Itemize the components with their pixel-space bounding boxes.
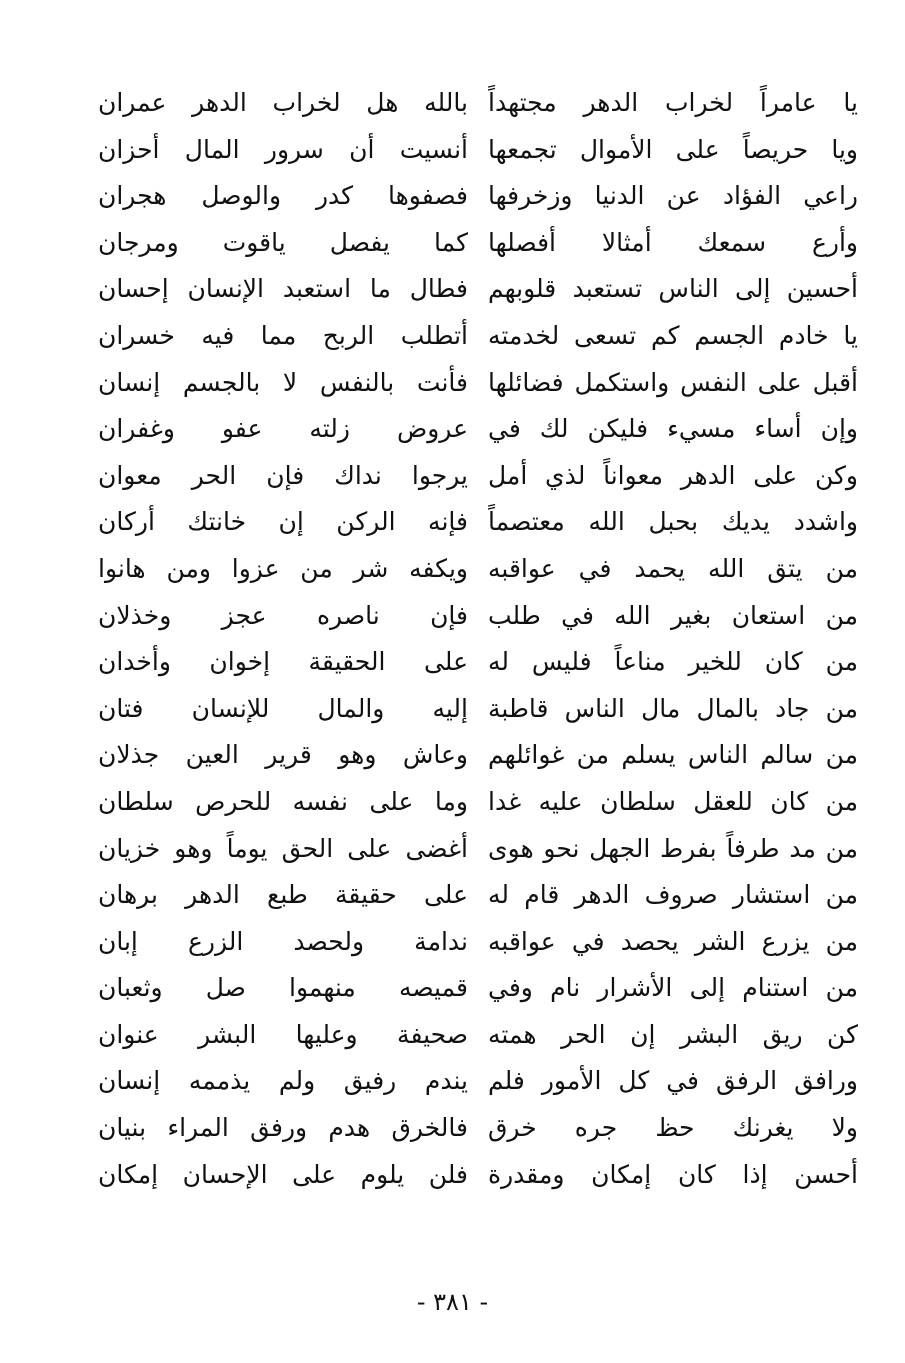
left-hemistich-line: أغضى على الحق يوماً وهو خزيان [98,833,468,863]
left-hemistich-line: إليه والمال للإنسان فتان [98,693,468,723]
left-hemistich-line: أتطلب الربح مما فيه خسران [98,320,468,350]
right-hemistich-line: ورافق الرفق في كل الأمور فلم [488,1066,858,1096]
left-hemistich-line: فطال ما استعبد الإنسان إحسان [98,274,468,304]
right-hemistich-line: وكن على الدهر معواناً لذي أمل [488,460,858,490]
right-hemistich-line: وإن أساء مسيء فليكن لك في [488,414,858,444]
left-hemistich-line: يرجوا نداك فإن الحر معوان [98,460,468,490]
right-hemistich-line: من يتق الله يحمد في عواقبه [488,553,858,583]
right-hemistich-line: من استعان بغير الله في طلب [488,600,858,630]
left-hemistich-line: عروض زلته عفو وغفران [98,414,468,444]
left-hemistich-line: فصفوها كدر والوصل هجران [98,181,468,211]
right-hemistich-line: ولا يغرنك حظ جره خرق [488,1113,858,1143]
left-hemistich-line: فأنت بالنفس لا بالجسم إنسان [98,367,468,397]
page-number: - ٣٨١ - [416,1288,489,1316]
right-hemistich-line: أقبل على النفس واستكمل فضائلها [488,367,858,397]
right-hemistich-line: من جاد بالمال مال الناس قاطبة [488,693,858,723]
right-hemistich-line: من يزرع الشر يحصد في عواقبه [488,926,858,956]
left-hemistich-line: فالخرق هدم ورفق المراء بنيان [98,1113,468,1143]
right-hemistich-line: من مد طرفاً بفرط الجهل نحو هوى [488,833,858,863]
right-hemistich-line: من استنام إلى الأشرار نام وفي [488,973,858,1003]
left-hemistich-line: وما على نفسه للحرص سلطان [98,786,468,816]
left-hemistich-line: ويكفه شر من عزوا ومن هانوا [98,553,468,583]
right-hemistich-line: وأرع سمعك أمثالا أفصلها [488,227,858,257]
left-hemistich-line: أنسيت أن سرور المال أحزان [98,134,468,164]
left-hemistich-line: فإنه الركن إن خانتك أركان [98,507,468,537]
poem-right-column [488,80,858,1240]
poem-body [98,80,858,1240]
left-hemistich-line: كما يفصل ياقوت ومرجان [98,227,468,257]
right-hemistich-line: أحسين إلى الناس تستعبد قلوبهم [488,274,858,304]
left-hemistich-line: ندامة ولحصد الزرع إبان [98,926,468,956]
left-hemistich-line: على الحقيقة إخوان وأخدان [98,647,468,677]
right-hemistich-line: من كان للخير مناعاً فليس له [488,647,858,677]
right-hemistich-line: ويا حريصاً على الأموال تجمعها [488,134,858,164]
left-hemistich-line: يندم رفيق ولم يذممه إنسان [98,1066,468,1096]
right-hemistich-line: من استشار صروف الدهر قام له [488,880,858,910]
right-hemistich-line: من كان للعقل سلطان عليه غدا [488,786,858,816]
right-hemistich-line: كن ريق البشر إن الحر همته [488,1019,858,1049]
left-hemistich-line: فإن ناصره عجز وخذلان [98,600,468,630]
right-hemistich-line: راعي الفؤاد عن الدنيا وزخرفها [488,181,858,211]
right-hemistich-line: يا خادم الجسم كم تسعى لخدمته [488,320,858,350]
left-hemistich-line: على حقيقة طبع الدهر برهان [98,880,468,910]
left-hemistich-line: فلن يلوم على الإحسان إمكان [98,1159,468,1189]
left-hemistich-line: وعاش وهو قرير العين جذلان [98,740,468,770]
left-hemistich-line: بالله هل لخراب الدهر عمران [98,88,468,117]
right-hemistich-line: من سالم الناس يسلم من غوائلهم [488,740,858,770]
poem-left-column [98,80,468,1240]
left-hemistich-line: صحيفة وعليها البشر عنوان [98,1019,468,1049]
right-hemistich-line: أحسن إذا كان إمكان ومقدرة [488,1159,858,1189]
left-hemistich-line: قميصه منهموا صل وثعبان [98,973,468,1003]
right-hemistich-line: واشدد يديك بحبل الله معتصماً [488,507,858,537]
right-hemistich-line: يا عامراً لخراب الدهر مجتهداً [488,88,858,117]
